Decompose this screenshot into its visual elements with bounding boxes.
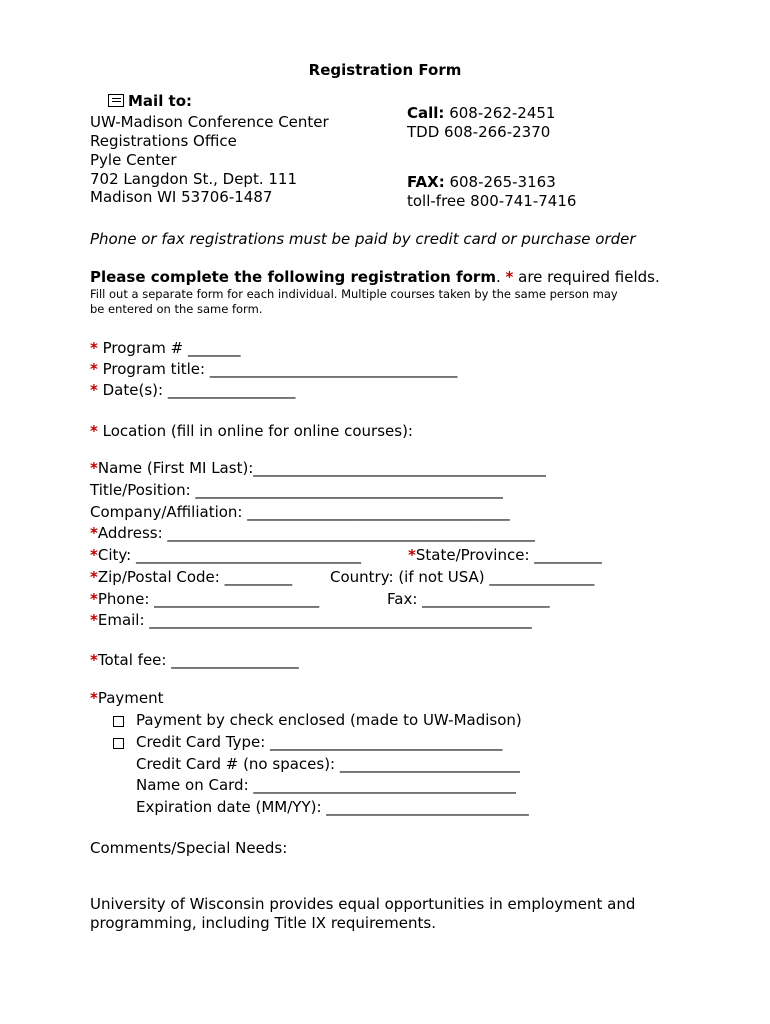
country-field[interactable]: Country: (if not USA) ______________ xyxy=(330,568,595,586)
check-checkbox[interactable] xyxy=(113,716,124,727)
required-star: * xyxy=(505,268,514,286)
required-star: * xyxy=(408,546,416,564)
call-label: Call: xyxy=(407,104,445,122)
city-field[interactable] xyxy=(90,546,361,564)
program-number-field[interactable] xyxy=(90,339,241,357)
dates-label: Date(s): _________________ xyxy=(97,381,296,399)
instructions-rest: are required fields. xyxy=(513,268,660,286)
instructions-note: Fill out a separate form for each individual. Multiple courses taken by the same person may xyxy=(90,287,618,301)
payment-note: Phone or fax registrations must be paid by credit card or purchase order xyxy=(90,230,636,248)
required-star: * xyxy=(90,651,98,669)
tollfree-line: toll-free 800-741-7416 xyxy=(407,192,577,210)
company-field[interactable]: Company/Affiliation: ___________________________________ xyxy=(90,503,510,521)
required-star: * xyxy=(90,611,98,629)
comments-field[interactable]: Comments/Special Needs: xyxy=(90,839,288,857)
mail-to-label: Mail to: xyxy=(128,92,193,110)
name-on-card-field[interactable]: Name on Card: ___________________________________ xyxy=(136,776,516,794)
payment-check-option: Payment by check enclosed (made to UW-Madison) xyxy=(136,711,522,729)
mail-address-line: Madison WI 53706-1487 xyxy=(90,188,273,206)
mail-address-line: 702 Langdon St., Dept. 111 xyxy=(90,170,298,188)
title-position-field[interactable]: Title/Position: _________________________________________ xyxy=(90,481,503,499)
zip-label: Zip/Postal Code: _________ xyxy=(97,568,293,586)
fax-field[interactable]: Fax: _________________ xyxy=(387,590,550,608)
mail-address-line: Registrations Office xyxy=(90,132,237,150)
call-line xyxy=(407,104,555,122)
instructions-line xyxy=(90,268,660,286)
required-star: * xyxy=(90,459,98,477)
credit-card-type-field[interactable]: Credit Card Type: _______________________________ xyxy=(136,733,503,751)
call-number: 608-262-2451 xyxy=(444,104,556,122)
page-title: Registration Form xyxy=(308,61,462,79)
footer-line: programming, including Title IX requirements. xyxy=(90,914,436,932)
total-fee-field[interactable] xyxy=(90,651,299,669)
state-field[interactable] xyxy=(408,546,602,564)
program-title-label: Program title: _________________________________ xyxy=(97,360,458,378)
required-star: * xyxy=(90,422,98,440)
program-title-field[interactable] xyxy=(90,360,457,378)
payment-label: Payment xyxy=(97,689,164,707)
location-field[interactable] xyxy=(90,422,413,440)
phone-field[interactable] xyxy=(90,590,319,608)
dates-field[interactable] xyxy=(90,381,295,399)
address-label: Address: _________________________________________________ xyxy=(97,524,535,542)
fax-label: FAX: xyxy=(407,173,445,191)
total-fee-label: Total fee: _________________ xyxy=(97,651,299,669)
program-number-label: Program # _______ xyxy=(97,339,241,357)
mail-address-line: Pyle Center xyxy=(90,151,177,169)
footer-line: University of Wisconsin provides equal opportunities in employment and xyxy=(90,895,636,913)
required-star: * xyxy=(90,568,98,586)
email-field[interactable] xyxy=(90,611,532,629)
required-star: * xyxy=(90,524,98,542)
required-star: * xyxy=(90,381,98,399)
credit-card-checkbox[interactable] xyxy=(113,738,124,749)
state-label: State/Province: _________ xyxy=(415,546,602,564)
required-star: * xyxy=(90,339,98,357)
mail-icon xyxy=(108,94,124,107)
instructions-note: be entered on the same form. xyxy=(90,302,263,316)
name-field[interactable] xyxy=(90,459,546,477)
zip-field[interactable] xyxy=(90,568,292,586)
address-field[interactable] xyxy=(90,524,535,542)
name-label: Name (First MI Last):_______________________________________ xyxy=(97,459,546,477)
credit-card-number-field[interactable]: Credit Card # (no spaces): ________________________ xyxy=(136,755,520,773)
required-star: * xyxy=(90,689,98,707)
fax-number: 608-265-3163 xyxy=(444,173,556,191)
city-label: City: ______________________________ xyxy=(97,546,361,564)
tdd-line: TDD 608-266-2370 xyxy=(407,123,551,141)
location-label: Location (fill in online for online courses): xyxy=(97,422,413,440)
fax-line xyxy=(407,173,556,191)
expiration-date-field[interactable]: Expiration date (MM/YY): ___________________________ xyxy=(136,798,529,816)
mail-address-line: UW-Madison Conference Center xyxy=(90,113,329,131)
email-label: Email: ___________________________________________________ xyxy=(97,611,532,629)
required-star: * xyxy=(90,590,98,608)
instructions-period: . xyxy=(495,268,506,286)
payment-heading xyxy=(90,689,164,707)
mail-to-heading xyxy=(108,92,192,110)
phone-label: Phone: ______________________ xyxy=(97,590,320,608)
required-star: * xyxy=(90,546,98,564)
required-star: * xyxy=(90,360,98,378)
instructions-bold: Please complete the following registration form xyxy=(90,268,496,286)
